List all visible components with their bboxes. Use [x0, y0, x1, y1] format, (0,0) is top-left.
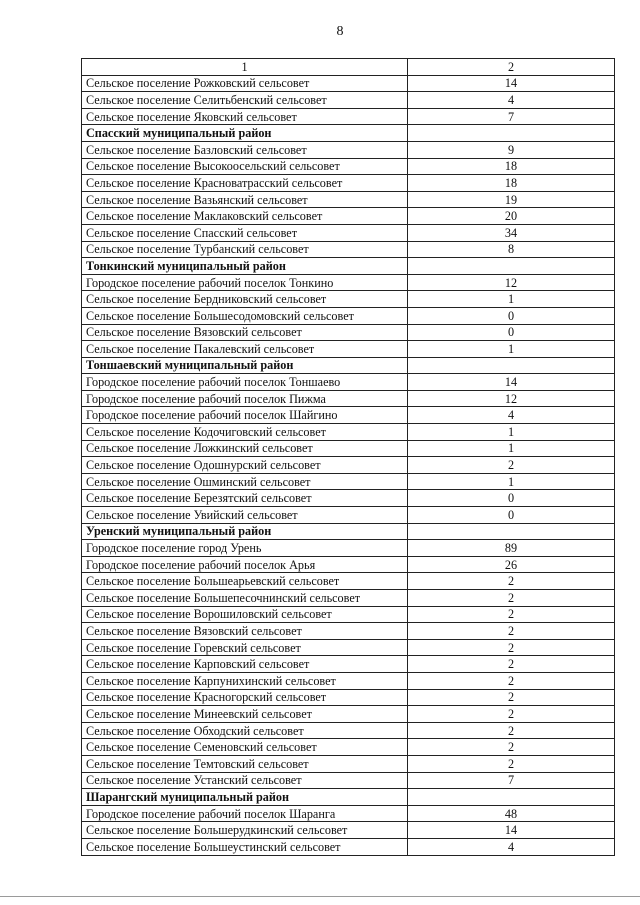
- district-header-row: [82, 789, 615, 806]
- settlement-name: Сельское поселение Рожковский сельсовет: [82, 75, 408, 92]
- table-row: [82, 822, 615, 839]
- settlement-value: 4: [408, 838, 615, 855]
- settlement-name: Сельское поселение Ложкинский сельсовет: [82, 440, 408, 457]
- table-row: [82, 390, 615, 407]
- settlement-name: Сельское поселение Устанский сельсовет: [82, 772, 408, 789]
- settlement-value: [408, 523, 615, 540]
- settlement-name: Сельское поселение Маклаковский сельсовет: [82, 208, 408, 225]
- settlement-value: 2: [408, 672, 615, 689]
- table-row: [82, 108, 615, 125]
- settlement-name: Сельское поселение Минеевский сельсовет: [82, 706, 408, 723]
- settlement-name: Сельское поселение Яковский сельсовет: [82, 108, 408, 125]
- settlement-name: Сельское поселение Высокоосельский сельсовет: [82, 158, 408, 175]
- settlement-value: 18: [408, 175, 615, 192]
- table-row: [82, 141, 615, 158]
- settlement-name: Сельское поселение Ошминский сельсовет: [82, 473, 408, 490]
- settlement-name: Сельское поселение Большепесочнинский сельсовет: [82, 590, 408, 607]
- settlement-value: 1: [408, 291, 615, 308]
- settlement-name: Сельское поселение Кодочиговский сельсовет: [82, 424, 408, 441]
- settlement-value: 2: [408, 689, 615, 706]
- settlement-value: 20: [408, 208, 615, 225]
- settlement-value: 19: [408, 191, 615, 208]
- settlement-value: 12: [408, 274, 615, 291]
- table-row: [82, 75, 615, 92]
- district-header-row: [82, 125, 615, 142]
- settlement-name: Сельское поселение Большесодомовский сельсовет: [82, 307, 408, 324]
- settlement-name: Сельское поселение Ворошиловский сельсовет: [82, 606, 408, 623]
- settlement-name: Сельское поселение Большеарьевский сельсовет: [82, 573, 408, 590]
- table-row: [82, 639, 615, 656]
- table-row: [82, 556, 615, 573]
- settlements-table: [81, 58, 615, 856]
- table-row: [82, 805, 615, 822]
- table-row: [82, 224, 615, 241]
- settlement-value: 7: [408, 108, 615, 125]
- settlement-name: Городское поселение рабочий поселок Шаранга: [82, 805, 408, 822]
- settlement-name: Сельское поселение Обходский сельсовет: [82, 722, 408, 739]
- table-row: [82, 191, 615, 208]
- settlement-value: [408, 125, 615, 142]
- table-row: [82, 208, 615, 225]
- table-row: [82, 473, 615, 490]
- settlement-name: Сельское поселение Карповский сельсовет: [82, 656, 408, 673]
- settlement-name: Сельское поселение Красногорский сельсовет: [82, 689, 408, 706]
- table-row: [82, 158, 615, 175]
- table-row: [82, 739, 615, 756]
- table-row: [82, 606, 615, 623]
- table-row: [82, 374, 615, 391]
- table-row: [82, 490, 615, 507]
- settlement-value: 1: [408, 473, 615, 490]
- settlement-name: Сельское поселение Семеновский сельсовет: [82, 739, 408, 756]
- district-name: Тоншаевский муниципальный район: [82, 357, 408, 374]
- district-name: Шарангский муниципальный район: [82, 789, 408, 806]
- table-row: [82, 573, 615, 590]
- settlement-value: 2: [408, 457, 615, 474]
- settlement-value: 1: [408, 424, 615, 441]
- column-header-2: 2: [408, 59, 615, 76]
- settlement-name: Сельское поселение Березятский сельсовет: [82, 490, 408, 507]
- table-row: [82, 772, 615, 789]
- table-row: [82, 341, 615, 358]
- district-name: Уренский муниципальный район: [82, 523, 408, 540]
- table-row: [82, 706, 615, 723]
- table-header-row: [82, 59, 615, 76]
- settlement-value: 1: [408, 440, 615, 457]
- settlement-value: 48: [408, 805, 615, 822]
- settlement-value: 12: [408, 390, 615, 407]
- settlement-value: 2: [408, 590, 615, 607]
- column-header-1: 1: [82, 59, 408, 76]
- settlement-name: Сельское поселение Горевский сельсовет: [82, 639, 408, 656]
- settlement-name: Городское поселение город Урень: [82, 540, 408, 557]
- table-row: [82, 440, 615, 457]
- table-row: [82, 457, 615, 474]
- settlement-value: [408, 258, 615, 275]
- settlement-value: 1: [408, 341, 615, 358]
- settlement-name: Сельское поселение Вязовский сельсовет: [82, 324, 408, 341]
- settlement-value: 2: [408, 573, 615, 590]
- settlement-value: 0: [408, 324, 615, 341]
- settlement-name: Сельское поселение Красноватрасский сельсовет: [82, 175, 408, 192]
- table-row: [82, 590, 615, 607]
- table-row: [82, 689, 615, 706]
- settlement-name: Сельское поселение Карпунихинский сельсовет: [82, 672, 408, 689]
- settlement-name: Сельское поселение Турбанский сельсовет: [82, 241, 408, 258]
- scan-edge-divider: [0, 896, 640, 897]
- table-row: [82, 324, 615, 341]
- settlement-value: 0: [408, 307, 615, 324]
- settlement-value: 14: [408, 75, 615, 92]
- settlement-value: 7: [408, 772, 615, 789]
- settlement-name: Сельское поселение Одошнурский сельсовет: [82, 457, 408, 474]
- district-header-row: [82, 357, 615, 374]
- settlement-name: Городское поселение рабочий поселок Тоншаево: [82, 374, 408, 391]
- settlement-value: 0: [408, 490, 615, 507]
- page-number: 8: [336, 24, 344, 39]
- table-row: [82, 540, 615, 557]
- settlement-name: Сельское поселение Вязовский сельсовет: [82, 623, 408, 640]
- table-row: [82, 241, 615, 258]
- settlement-name: Городское поселение рабочий поселок Шайгино: [82, 407, 408, 424]
- table-row: [82, 656, 615, 673]
- table-row: [82, 672, 615, 689]
- settlement-value: [408, 357, 615, 374]
- settlement-value: 2: [408, 623, 615, 640]
- settlement-value: 0: [408, 507, 615, 524]
- table-row: [82, 623, 615, 640]
- settlement-value: 2: [408, 656, 615, 673]
- table-row: [82, 722, 615, 739]
- district-name: Тонкинский муниципальный район: [82, 258, 408, 275]
- settlement-value: 8: [408, 241, 615, 258]
- settlement-name: Сельское поселение Большеустинский сельсовет: [82, 838, 408, 855]
- settlement-name: Сельское поселение Пакалевский сельсовет: [82, 341, 408, 358]
- settlement-name: Сельское поселение Вазьянский сельсовет: [82, 191, 408, 208]
- settlement-name: Сельское поселение Спасский сельсовет: [82, 224, 408, 241]
- settlement-value: 18: [408, 158, 615, 175]
- settlement-value: 4: [408, 407, 615, 424]
- district-header-row: [82, 523, 615, 540]
- settlement-value: 2: [408, 639, 615, 656]
- settlement-name: Сельское поселение Бердниковский сельсовет: [82, 291, 408, 308]
- table-row: [82, 92, 615, 109]
- settlement-name: Сельское поселение Селитьбенский сельсовет: [82, 92, 408, 109]
- table-row: [82, 175, 615, 192]
- settlement-value: 2: [408, 706, 615, 723]
- settlement-name: Сельское поселение Большерудкинский сельсовет: [82, 822, 408, 839]
- district-header-row: [82, 258, 615, 275]
- settlement-value: 89: [408, 540, 615, 557]
- settlement-name: Сельское поселение Базловский сельсовет: [82, 141, 408, 158]
- district-name: Спасский муниципальный район: [82, 125, 408, 142]
- settlement-value: 14: [408, 822, 615, 839]
- table-row: [82, 507, 615, 524]
- settlement-value: 2: [408, 755, 615, 772]
- table-row: [82, 838, 615, 855]
- table-row: [82, 755, 615, 772]
- settlement-value: 2: [408, 722, 615, 739]
- table-body: [82, 59, 615, 856]
- table-row: [82, 424, 615, 441]
- table-row: [82, 291, 615, 308]
- table-row: [82, 307, 615, 324]
- settlement-name: Городское поселение рабочий поселок Арья: [82, 556, 408, 573]
- settlement-value: 26: [408, 556, 615, 573]
- settlement-name: Сельское поселение Темтовский сельсовет: [82, 755, 408, 772]
- settlement-name: Сельское поселение Увийский сельсовет: [82, 507, 408, 524]
- settlement-value: 14: [408, 374, 615, 391]
- settlement-value: 4: [408, 92, 615, 109]
- settlement-value: 9: [408, 141, 615, 158]
- settlement-value: [408, 789, 615, 806]
- table-row: [82, 274, 615, 291]
- settlement-name: Городское поселение рабочий поселок Пижма: [82, 390, 408, 407]
- settlement-value: 2: [408, 739, 615, 756]
- table-row: [82, 407, 615, 424]
- settlement-value: 34: [408, 224, 615, 241]
- settlement-name: Городское поселение рабочий поселок Тонкино: [82, 274, 408, 291]
- settlement-value: 2: [408, 606, 615, 623]
